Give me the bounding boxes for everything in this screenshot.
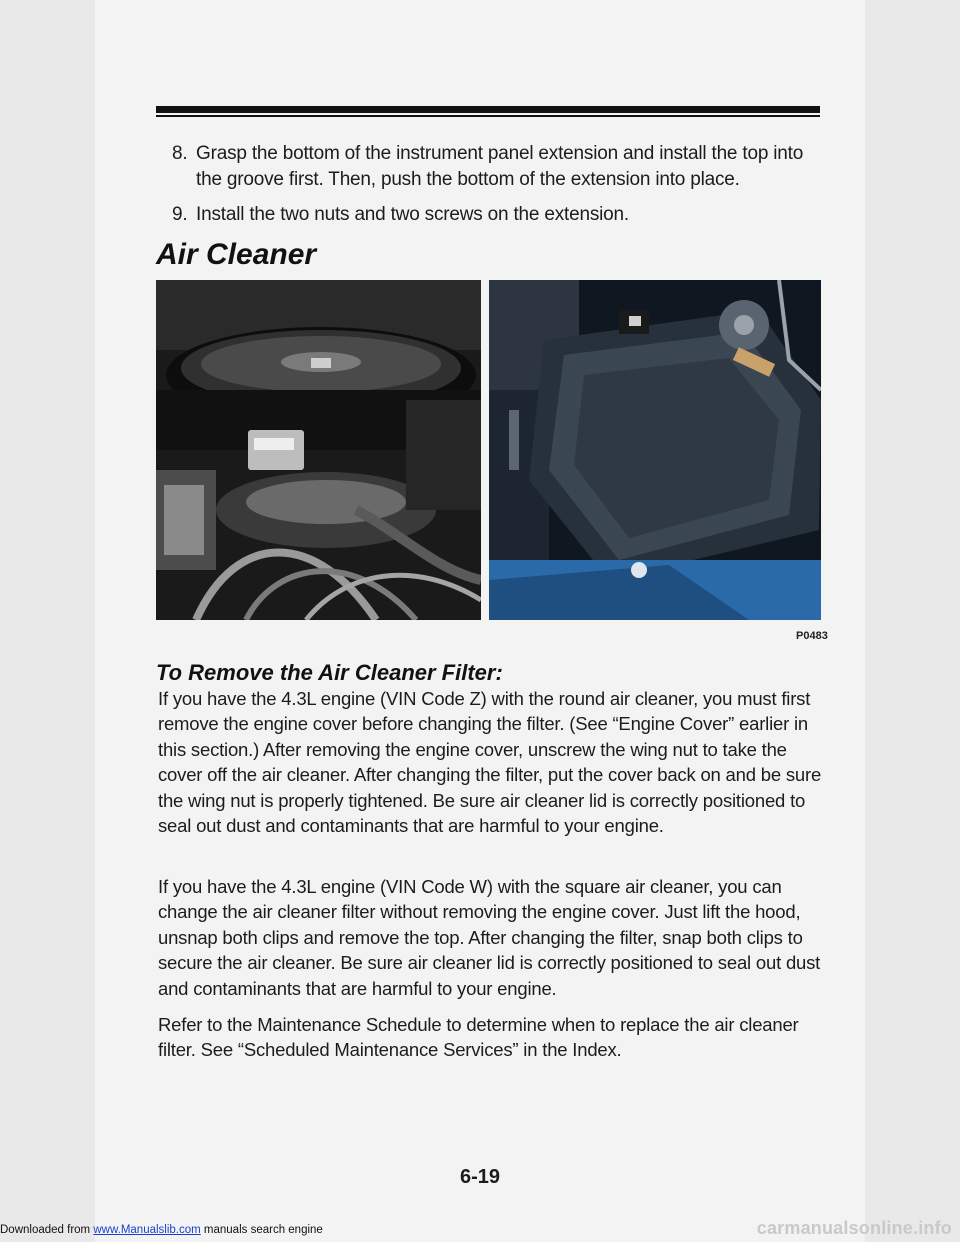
download-footer <box>0 1224 323 1236</box>
step-number: 8. <box>172 143 188 164</box>
step-text: Install the two nuts and two screws on the extension. <box>196 204 629 225</box>
download-suffix: manuals search engine <box>200 1224 323 1236</box>
download-prefix: Downloaded from <box>0 1224 91 1236</box>
paragraph-schedule: Refer to the Maintenance Schedule to determine when to replace the air cleaner filter. See “Scheduled Maintenance Services” in the Index. <box>158 1014 799 1061</box>
step-8 <box>172 141 822 193</box>
figure-code: P0483 <box>796 630 828 642</box>
top-rule-thin <box>156 115 820 117</box>
top-rule <box>156 106 820 113</box>
section-title: Air Cleaner <box>156 238 317 271</box>
manualslib-link[interactable]: www.Manualslib.com <box>93 1224 201 1236</box>
air-cleaner-figure <box>156 280 821 620</box>
square-air-cleaner-photo <box>489 280 821 620</box>
step-number: 9. <box>172 204 188 225</box>
round-air-cleaner-photo <box>156 280 481 620</box>
step-9 <box>172 202 822 228</box>
page-number: 6-19 <box>459 1166 501 1188</box>
watermark: carmanualsonline.info <box>756 1218 952 1238</box>
subsection-title: To Remove the Air Cleaner Filter: <box>156 660 503 685</box>
step-text: Grasp the bottom of the instrument panel extension and install the top into the groove first. Then, push the bottom of the extension into place. <box>196 143 804 190</box>
paragraph-round-cleaner: If you have the 4.3L engine (VIN Code Z) with the round air cleaner, you must first remove the engine cover before changing the filter. (See “Engine Cover” earlier in this section.) After removing the engine cover, unscrew the wing nut to take the cover off the air cleaner. After changing the filter, put the cover back on and be sure the wing nut is properly tightened. Be sure air cleaner lid is correctly positioned to seal out dust and contaminants that are harmful to your engine. <box>158 688 822 837</box>
paragraph-square-cleaner: If you have the 4.3L engine (VIN Code W) with the square air cleaner, you can change the air cleaner filter without removing the engine cover. Just lift the hood, unsnap both clips and remove the top. After changing the filter, snap both clips to secure the air cleaner. Be sure air cleaner lid is correctly positioned to seal out dust and contaminants that are harmful to your engine. <box>158 876 821 999</box>
